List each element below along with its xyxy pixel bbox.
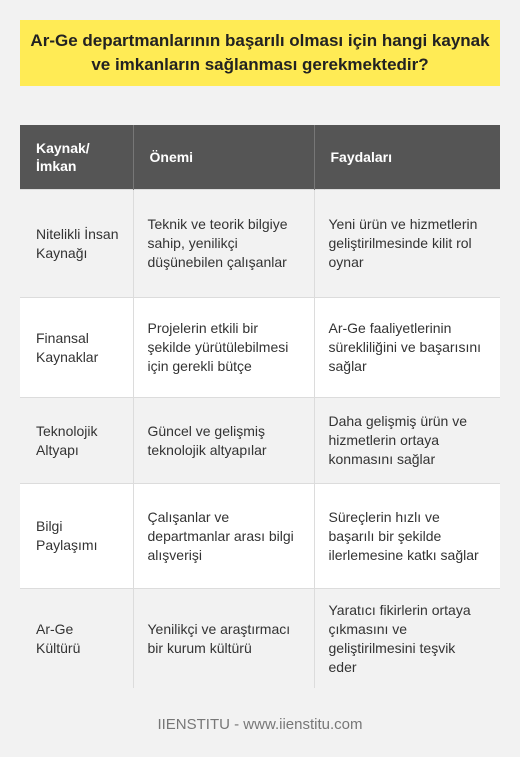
table-row: [20, 589, 500, 689]
column-header-importance: Önemi: [133, 125, 314, 190]
cell-benefits: Yeni ürün ve hizmetlerin geliştirilmesinde kilit rol oynar: [314, 190, 500, 298]
cell-importance: Projelerin etkili bir şekilde yürütülebilmesi için gerekli bütçe: [133, 298, 314, 398]
cell-resource: Nitelikli İnsan Kaynağı: [20, 190, 133, 298]
title-banner: [20, 20, 500, 86]
cell-importance: Teknik ve teorik bilgiye sahip, yenilikçi düşünebilen çalışanlar: [133, 190, 314, 298]
cell-benefits: Ar-Ge faaliyetlerinin sürekliliğini ve başarısını sağlar: [314, 298, 500, 398]
table-row: [20, 190, 500, 298]
footer-credit: IIENSTITU - www.iienstitu.com: [157, 716, 363, 733]
cell-resource: Bilgi Paylaşımı: [20, 484, 133, 589]
cell-resource: Teknolojik Altyapı: [20, 398, 133, 484]
cell-benefits: Yaratıcı fikirlerin ortaya çıkmasını ve geliştirilmesini teşvik eder: [314, 589, 500, 689]
cell-resource: Ar-Ge Kültürü: [20, 589, 133, 689]
cell-resource: Finansal Kaynaklar: [20, 298, 133, 398]
cell-benefits: Daha gelişmiş ürün ve hizmetlerin ortaya konmasını sağlar: [314, 398, 500, 484]
table-row: [20, 298, 500, 398]
page-title: Ar-Ge departmanlarının başarılı olması için hangi kaynak ve imkanların sağlanması gerekmektedir?: [30, 31, 490, 74]
table-row: [20, 398, 500, 484]
table-row: [20, 484, 500, 589]
resources-table: [20, 125, 500, 688]
cell-importance: Çalışanlar ve departmanlar arası bilgi alışverişi: [133, 484, 314, 589]
column-header-resource: Kaynak/ İmkan: [20, 125, 133, 190]
column-header-benefits: Faydaları: [314, 125, 500, 190]
table-header-row: [20, 125, 500, 190]
cell-importance: Yenilikçi ve araştırmacı bir kurum kültürü: [133, 589, 314, 689]
cell-importance: Güncel ve gelişmiş teknolojik altyapılar: [133, 398, 314, 484]
cell-benefits: Süreçlerin hızlı ve başarılı bir şekilde ilerlemesine katkı sağlar: [314, 484, 500, 589]
